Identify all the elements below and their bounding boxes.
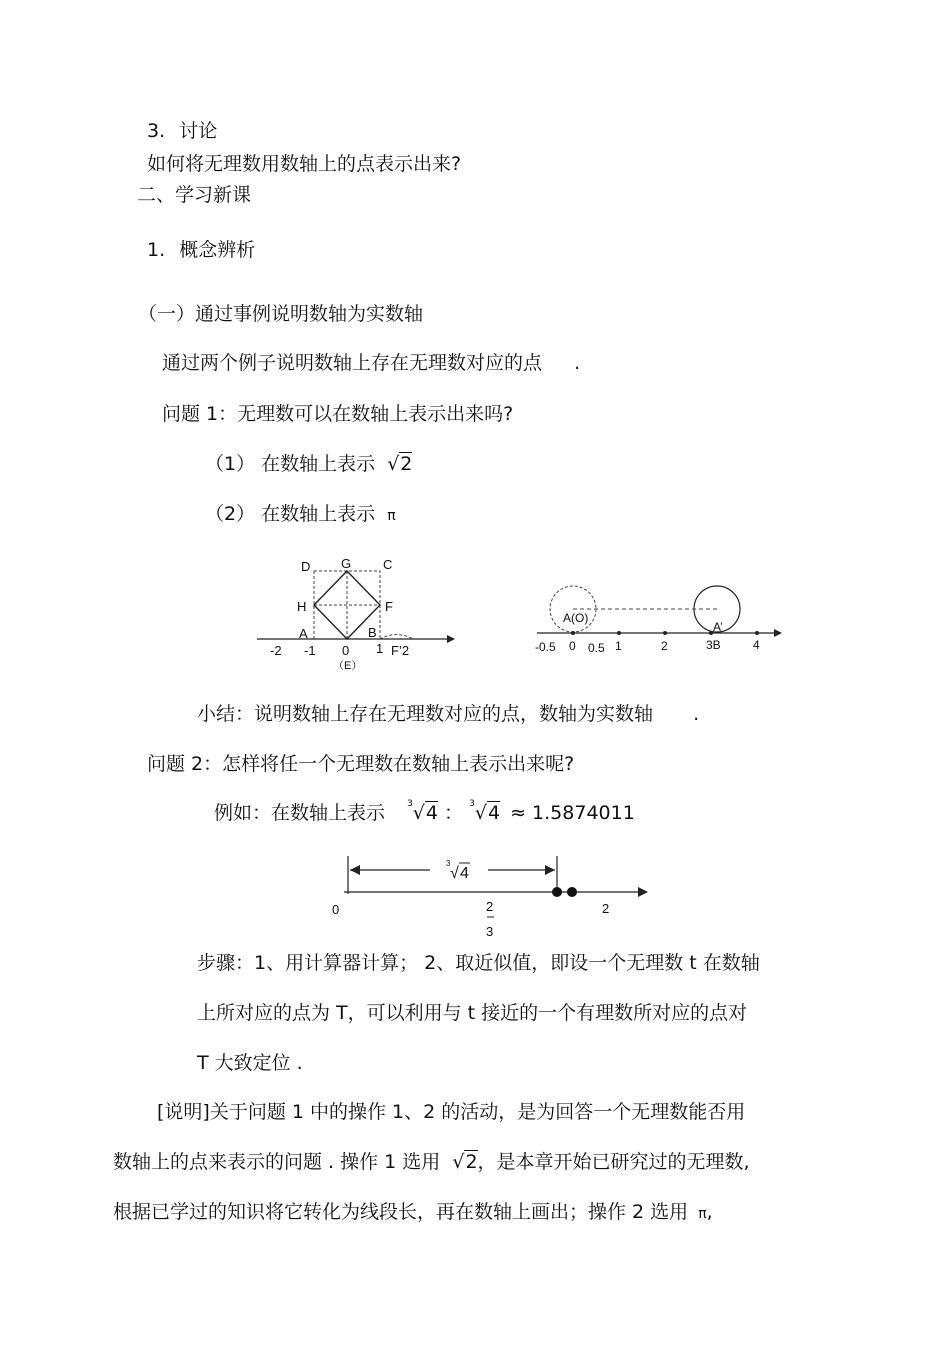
note-line-3-text: 根据已学过的知识将它转化为线段长，再在数轴上画出；操作 2 选用 — [113, 1201, 689, 1223]
cube-root-4-figure — [330, 852, 660, 947]
summary-text: 小结：说明数轴上存在无理数对应的点，数轴为实数轴 — [197, 703, 654, 725]
intro-sentence — [162, 354, 580, 373]
tick-2: 2 — [661, 639, 668, 653]
note-line-1: [说明]关于问题 1 中的操作 1、2 的活动，是为回答一个无理数能否用 — [157, 1101, 746, 1123]
item-2-label: （2） 在数轴上表示 — [205, 503, 376, 525]
pi-rolling-circle-figure — [535, 580, 790, 660]
intro-period: . — [574, 352, 581, 374]
item-1 — [205, 455, 412, 474]
steps-line-1: 步骤：1、用计算器计算； 2、取近似值，即设一个无理数 t 在数轴 — [197, 952, 760, 974]
arc — [380, 635, 413, 639]
note-line-2b: ，是本章开始已研究过的无理数, — [477, 1151, 750, 1173]
label-radicand: 4 — [460, 865, 469, 882]
frac-den: 3 — [486, 924, 494, 939]
summary — [197, 705, 699, 724]
tick-0: 0 — [342, 643, 350, 658]
arrow-left-head — [350, 865, 360, 875]
vertex-A: A — [299, 626, 308, 641]
note-line-3-end: , — [706, 1201, 713, 1223]
tick-F-2: F’2 — [391, 643, 410, 658]
tick-dot-4 — [755, 631, 759, 635]
question-1: 问题 1：无理数可以在数轴上表示出来吗? — [162, 403, 514, 425]
note-line-3 — [113, 1203, 713, 1222]
vertex-F: F — [385, 599, 393, 614]
tick-3B: 3B — [706, 638, 721, 652]
arrow-head — [774, 629, 782, 637]
vertex-B: B — [368, 625, 377, 640]
subsection-number: 1. — [147, 239, 166, 261]
vertex-G: G — [341, 556, 352, 571]
tick-minus-1: -1 — [304, 643, 316, 658]
section-3-heading — [147, 122, 217, 141]
point-A-O: A(O) — [563, 611, 589, 625]
arrow-head — [447, 635, 455, 643]
tick-2: 2 — [602, 901, 610, 916]
item-1-label: （1） 在数轴上表示 — [205, 453, 376, 475]
discussion-question: 如何将无理数用数轴上的点表示出来? — [147, 153, 462, 175]
summary-period: . — [693, 703, 700, 725]
pi-symbol: π — [698, 1206, 707, 1222]
tick-0: 0 — [569, 639, 576, 653]
tick-0: 0 — [332, 902, 340, 917]
colon: ： — [444, 802, 464, 824]
tick-1: 1 — [615, 639, 622, 653]
arrow-head — [638, 887, 648, 897]
tick-4: 4 — [753, 638, 760, 652]
cube-root-2: $^3$√4 — [469, 798, 501, 824]
item-2 — [205, 505, 396, 524]
section-title: 讨论 — [179, 120, 218, 142]
vertex-H: H — [297, 599, 307, 614]
tick-minus-2: -2 — [270, 643, 282, 658]
tick-dot-1 — [617, 631, 621, 635]
steps-line-2: 上所对应的点为 T，可以利用与 t 接近的一个有理数所对应的点对 — [197, 1002, 748, 1024]
arrow-right-head — [545, 865, 555, 875]
point-cbrt4 — [552, 887, 562, 897]
approx-value: ≈ 1.5874011 — [510, 802, 635, 824]
note-line-2a: 数轴上的点来表示的问题 . 操作 1 选用 — [113, 1151, 441, 1173]
sqrt-symbol: √ — [387, 453, 400, 475]
tick-0.5: 0.5 — [588, 641, 605, 655]
intro-text: 通过两个例子说明数轴上存在无理数对应的点 — [162, 352, 543, 374]
subsection-1-heading — [147, 241, 255, 260]
part-two-heading: 二、学习新课 — [137, 184, 252, 206]
steps-line-3: T 大致定位 . — [197, 1052, 303, 1074]
tick--0.5: -0.5 — [535, 640, 556, 654]
example-line — [214, 798, 635, 824]
section-number: 3. — [147, 120, 166, 142]
question-2: 问题 2：怎样将任一个无理数在数轴上表示出来呢? — [147, 753, 575, 775]
label-index: 3 — [446, 859, 451, 868]
pi-symbol: π — [387, 508, 396, 524]
vertex-D: D — [301, 559, 311, 574]
tick-dot-0 — [571, 631, 575, 635]
label-root-sign: √ — [450, 865, 459, 882]
label-E: （E） — [333, 660, 363, 672]
example-prefix: 例如：在数轴上表示 — [214, 802, 386, 824]
sub-subsection-heading: （一）通过事例说明数轴为实数轴 — [138, 303, 424, 325]
sqrt-symbol: √ — [452, 1151, 465, 1173]
sqrt-radicand: 2 — [465, 1151, 478, 1173]
tick-1: 1 — [376, 641, 384, 656]
point-approx — [567, 887, 577, 897]
point-A-prime: A’ — [713, 620, 723, 634]
sqrt2-construction-figure — [255, 555, 465, 675]
frac-num: 2 — [486, 899, 494, 914]
note-line-2 — [113, 1153, 750, 1172]
vertex-C: C — [383, 557, 393, 572]
subsection-title: 概念辨析 — [179, 239, 256, 261]
sqrt-radicand: 2 — [400, 453, 413, 475]
tick-dot-2 — [663, 631, 667, 635]
cube-root-1: $^3$√4 — [407, 798, 438, 824]
